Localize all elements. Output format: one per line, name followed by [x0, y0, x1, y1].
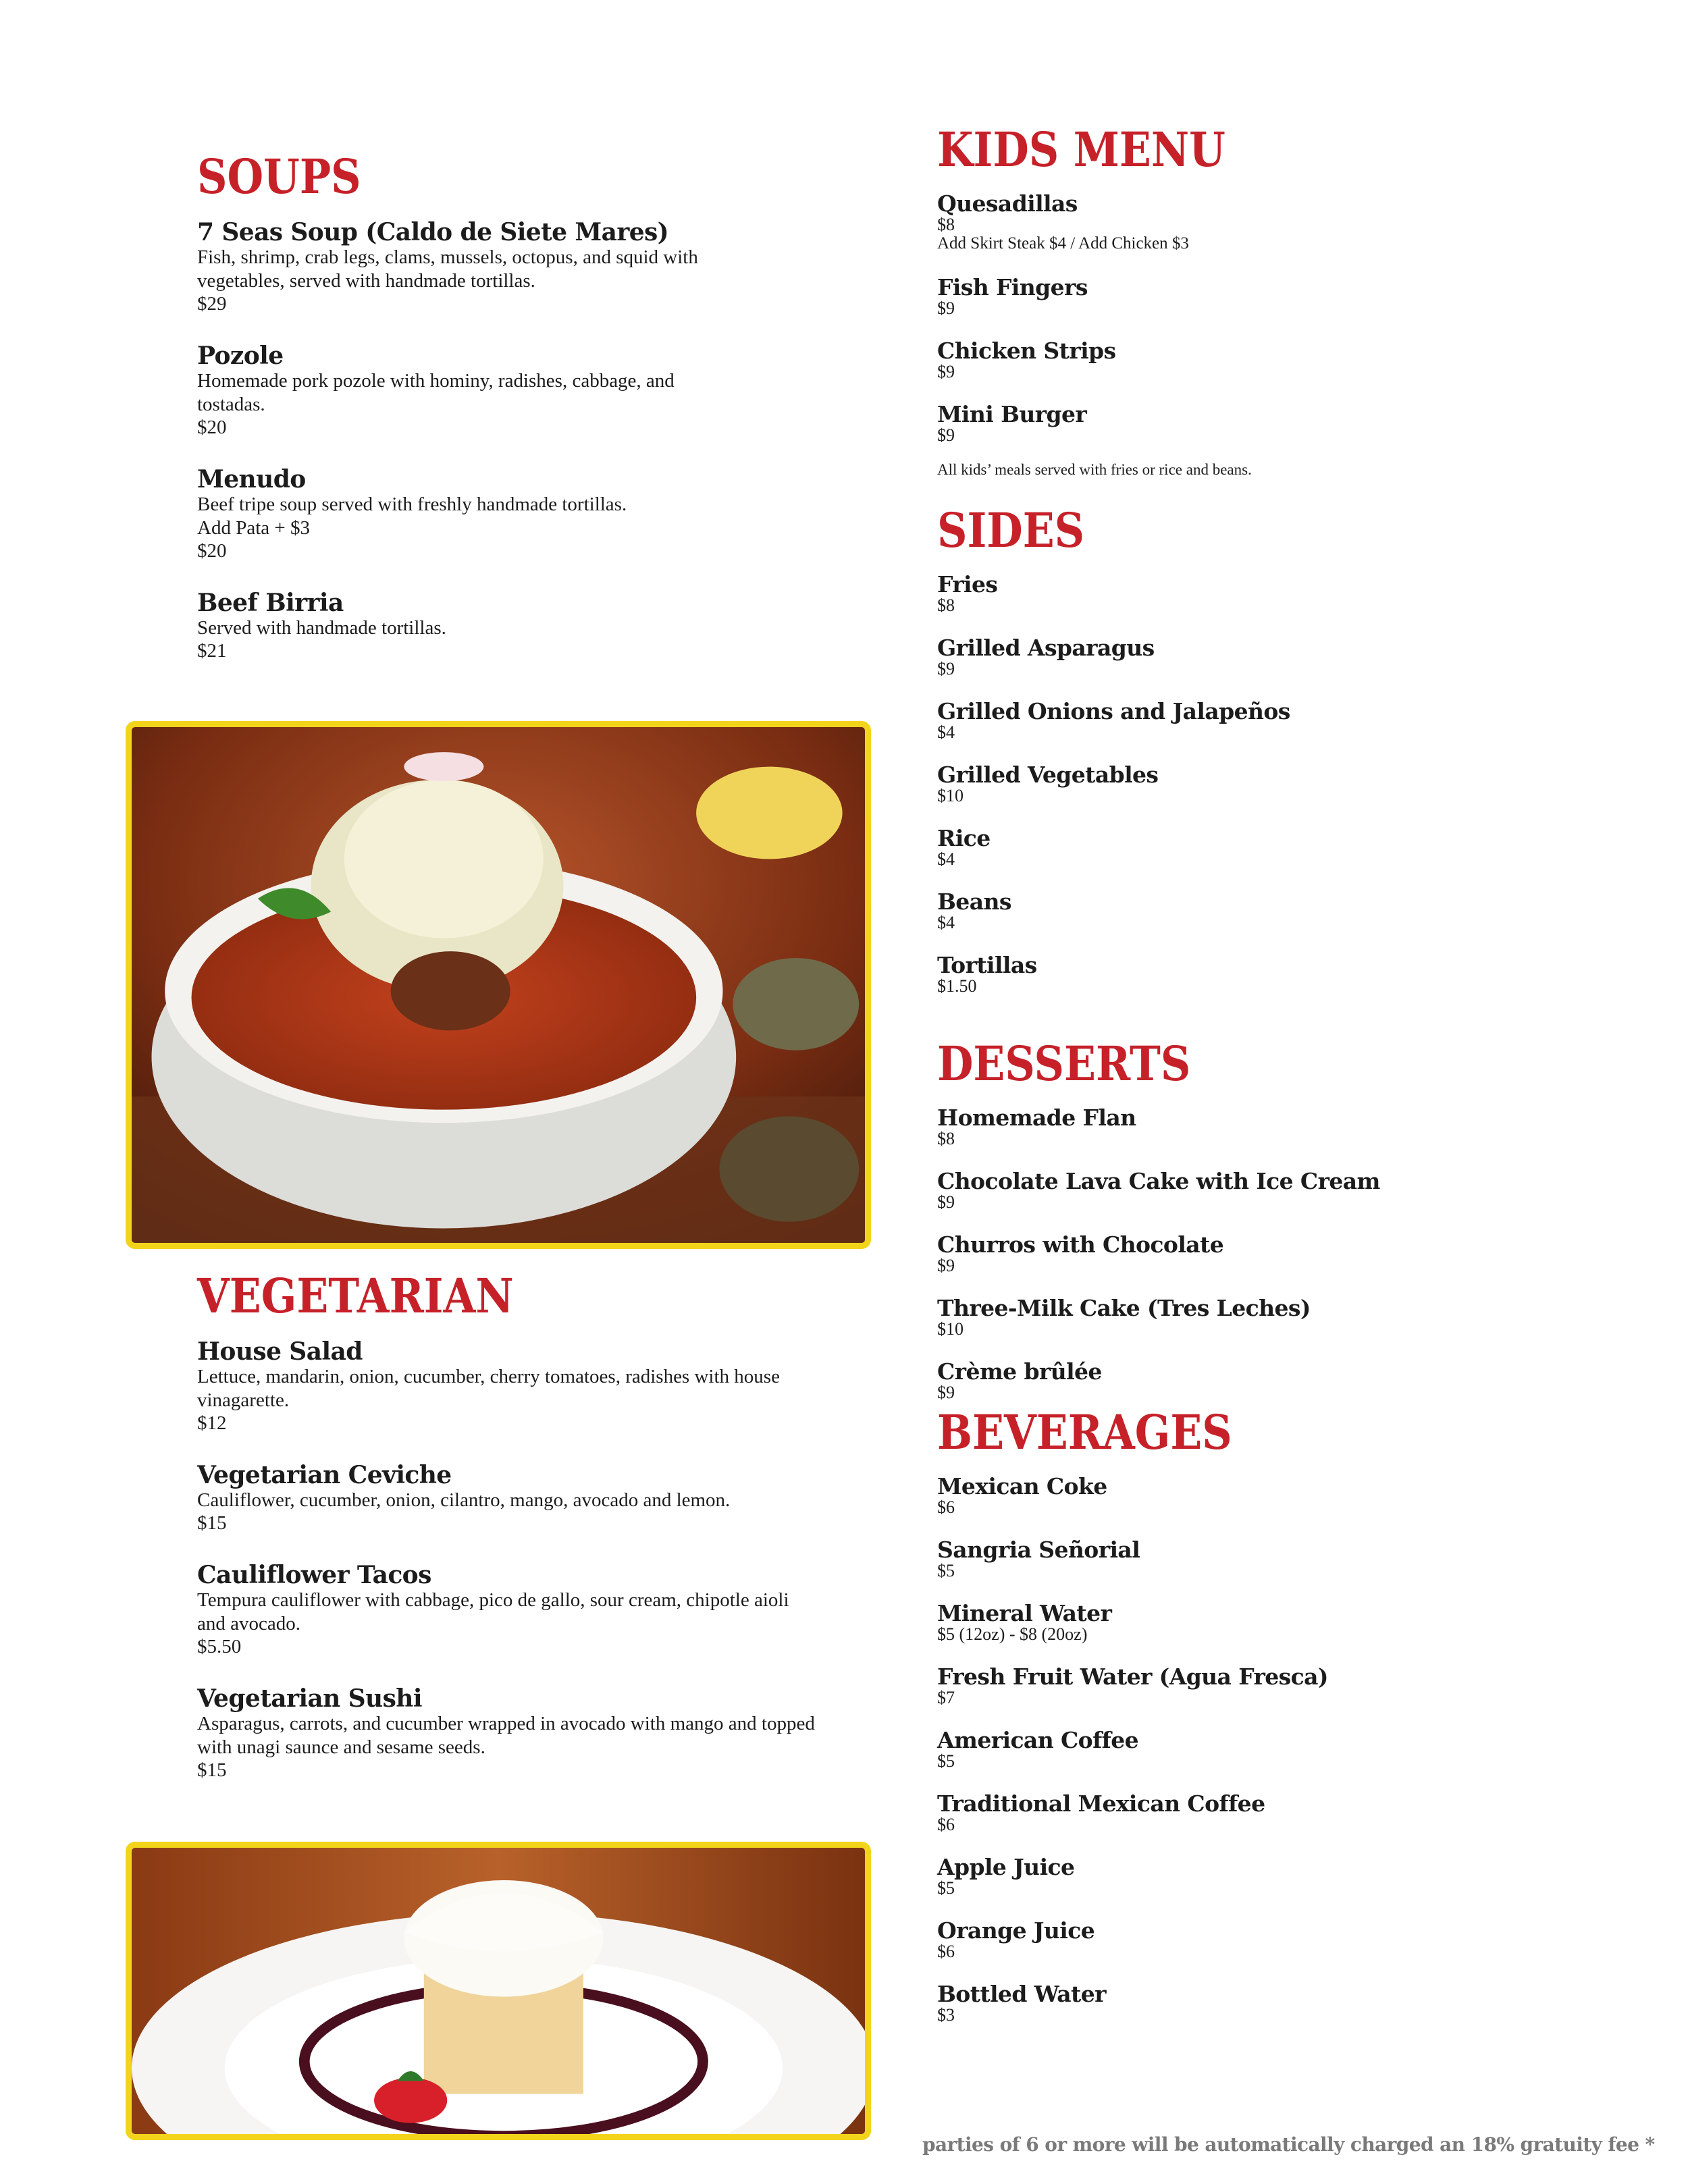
item-name: Quesadillas	[937, 190, 1078, 217]
item-price: $6	[937, 1497, 955, 1517]
item-price: $20	[197, 417, 227, 438]
item-name: Mexican Coke	[937, 1473, 1107, 1499]
desserts-section	[937, 1036, 1646, 1402]
menu-item	[197, 589, 872, 662]
gratuity-note: parties of 6 or more will be automatically charged an 18% gratuity fee *	[922, 2133, 1655, 2156]
item-price: $12	[197, 1412, 227, 1434]
item-description: Beef tripe soup served with freshly handmade tortillas.	[197, 494, 627, 515]
item-name: Orange Juice	[937, 1917, 1095, 1944]
item-price: $8	[937, 595, 955, 615]
sides-section	[937, 502, 1646, 995]
item-price: $4	[937, 913, 955, 932]
item-name: Beef Birria	[197, 589, 344, 617]
menu-item	[937, 636, 1646, 678]
item-price: $4	[937, 722, 955, 742]
item-name: American Coffee	[937, 1727, 1139, 1753]
item-name: Bottled Water	[937, 1981, 1106, 2007]
item-price: $8	[937, 215, 955, 234]
menu-item	[197, 1338, 872, 1435]
menu-item	[937, 1728, 1646, 1770]
menu-item	[937, 699, 1646, 741]
item-price: $8	[937, 1129, 955, 1148]
menu-item	[937, 1169, 1646, 1211]
item-price: $6	[937, 1942, 955, 1961]
item-name: Crème brûlée	[937, 1358, 1102, 1385]
item-name: 7 Seas Soup (Caldo de Siete Mares)	[197, 218, 669, 246]
kids-menu-title: KIDS MENU	[937, 122, 1225, 178]
kids-menu-note: All kids’ meals served with fries or rice and beans.	[937, 461, 1252, 478]
item-name: Menudo	[197, 465, 306, 494]
right-column	[937, 122, 1646, 2046]
menu-item	[937, 763, 1646, 805]
beverages-title: BEVERAGES	[937, 1404, 1232, 1460]
menu-item	[937, 1360, 1646, 1402]
menu-item	[937, 1601, 1646, 1643]
item-name: House Salad	[197, 1337, 363, 1366]
item-name: Fresh Fruit Water (Agua Fresca)	[937, 1663, 1328, 1690]
vegetarian-column	[197, 1268, 872, 1809]
menu-item	[937, 1106, 1646, 1148]
menu-item	[197, 219, 872, 315]
item-description: Lettuce, mandarin, onion, cucumber, cherry tomatoes, radishes with house vinagarette.	[197, 1366, 780, 1411]
beverages-section	[937, 1404, 1646, 2024]
vegetarian-section	[197, 1268, 872, 1782]
menu-item	[937, 1665, 1646, 1707]
item-name: Apple Juice	[937, 1854, 1075, 1880]
soups-title: SOUPS	[197, 149, 361, 205]
item-price: $9	[937, 298, 955, 318]
item-name: Fish Fingers	[937, 274, 1088, 300]
item-price: $9	[937, 1192, 955, 1212]
item-note: Add Skirt Steak $4 / Add Chicken $3	[937, 234, 1189, 252]
left-column	[197, 149, 872, 689]
item-description: Fish, shrimp, crab legs, clams, mussels, octopus, and squid with vegetables, served with handmade tortillas.	[197, 246, 698, 292]
item-price: $6	[937, 1815, 955, 1834]
item-price: $4	[937, 849, 955, 869]
soups-section	[197, 149, 872, 662]
item-price: $9	[937, 425, 955, 445]
vegetarian-title: VEGETARIAN	[197, 1268, 514, 1324]
menu-item	[937, 1474, 1646, 1516]
item-name: Three-Milk Cake (Tres Leches)	[937, 1295, 1311, 1321]
item-price: $5	[937, 1878, 955, 1898]
item-description: Asparagus, carrots, and cucumber wrapped in avocado with mango and topped with unagi saunce and sesame seeds.	[197, 1713, 815, 1758]
item-name: Mineral Water	[937, 1600, 1112, 1626]
item-name: Chicken Strips	[937, 338, 1116, 364]
item-description: Homemade pork pozole with hominy, radishes, cabbage, and tostadas.	[197, 370, 675, 415]
item-price: $10	[937, 1319, 964, 1339]
item-name: Grilled Asparagus	[937, 635, 1155, 661]
item-price: $29	[197, 293, 227, 315]
desserts-title: DESSERTS	[937, 1036, 1191, 1092]
sides-title: SIDES	[937, 502, 1085, 558]
menu-item	[197, 1685, 872, 1782]
menu-item	[937, 953, 1646, 995]
item-name: Vegetarian Sushi	[197, 1684, 422, 1713]
item-name: Chocolate Lava Cake with Ice Cream	[937, 1168, 1380, 1194]
item-description: Cauliflower, cucumber, onion, cilantro, mango, avocado and lemon.	[197, 1489, 731, 1511]
item-price: $5	[937, 1751, 955, 1771]
item-name: Pozole	[197, 342, 284, 370]
item-price: $9	[937, 1383, 955, 1402]
tres-leches-photo	[126, 1842, 871, 2140]
menu-item	[197, 1562, 872, 1658]
menu-item	[937, 1233, 1646, 1275]
menu-item	[937, 1538, 1646, 1580]
menu-item	[937, 890, 1646, 932]
item-name: Tortillas	[937, 952, 1037, 978]
item-price: $3	[937, 2005, 955, 2025]
tres-leches-image	[132, 1848, 865, 2134]
item-name: Fries	[937, 571, 998, 597]
menu-item	[937, 1855, 1646, 1897]
menu-item	[937, 1792, 1646, 1834]
item-price: $15	[197, 1512, 227, 1534]
item-price: $9	[937, 362, 955, 381]
menu-item	[197, 342, 872, 439]
menu-item	[197, 466, 872, 562]
item-name: Mini Burger	[937, 401, 1087, 427]
item-description: Served with handmade tortillas.	[197, 617, 446, 639]
menu-item	[937, 192, 1646, 254]
item-price: $5	[937, 1561, 955, 1580]
item-name: Grilled Onions and Jalapeños	[937, 698, 1290, 724]
item-price: $5 (12oz) - $8 (20oz)	[937, 1624, 1088, 1644]
item-name: Grilled Vegetables	[937, 762, 1159, 788]
item-name: Traditional Mexican Coffee	[937, 1790, 1265, 1817]
item-name: Sangria Señorial	[937, 1537, 1140, 1563]
item-name: Homemade Flan	[937, 1104, 1136, 1131]
menu-item	[937, 339, 1646, 381]
menu-item	[937, 1919, 1646, 1961]
menu-item	[937, 826, 1646, 868]
item-name: Cauliflower Tacos	[197, 1561, 431, 1589]
item-name: Beans	[937, 888, 1011, 915]
pozole-photo	[126, 721, 871, 1249]
menu-item	[937, 572, 1646, 614]
item-price: $1.50	[937, 976, 977, 996]
item-price: $5.50	[197, 1636, 242, 1657]
item-price: $21	[197, 640, 227, 662]
item-addon: Add Pata + $3	[197, 517, 310, 539]
item-name: Rice	[937, 825, 991, 851]
item-description: Tempura cauliflower with cabbage, pico de gallo, sour cream, chipotle aioli and avocado.	[197, 1589, 789, 1634]
item-name: Churros with Chocolate	[937, 1231, 1224, 1258]
item-price: $9	[937, 1256, 955, 1275]
menu-item	[937, 1296, 1646, 1338]
item-price: $20	[197, 540, 227, 562]
menu-item	[197, 1462, 872, 1535]
item-price: $10	[937, 786, 964, 805]
item-name: Vegetarian Ceviche	[197, 1461, 452, 1489]
item-price: $7	[937, 1688, 955, 1707]
kids-menu-section	[937, 122, 1646, 479]
item-price: $15	[197, 1759, 227, 1781]
menu-item	[937, 275, 1646, 317]
menu-item	[937, 402, 1646, 444]
menu-item	[937, 1982, 1646, 2024]
pozole-image	[132, 727, 865, 1243]
item-price: $9	[937, 659, 955, 678]
